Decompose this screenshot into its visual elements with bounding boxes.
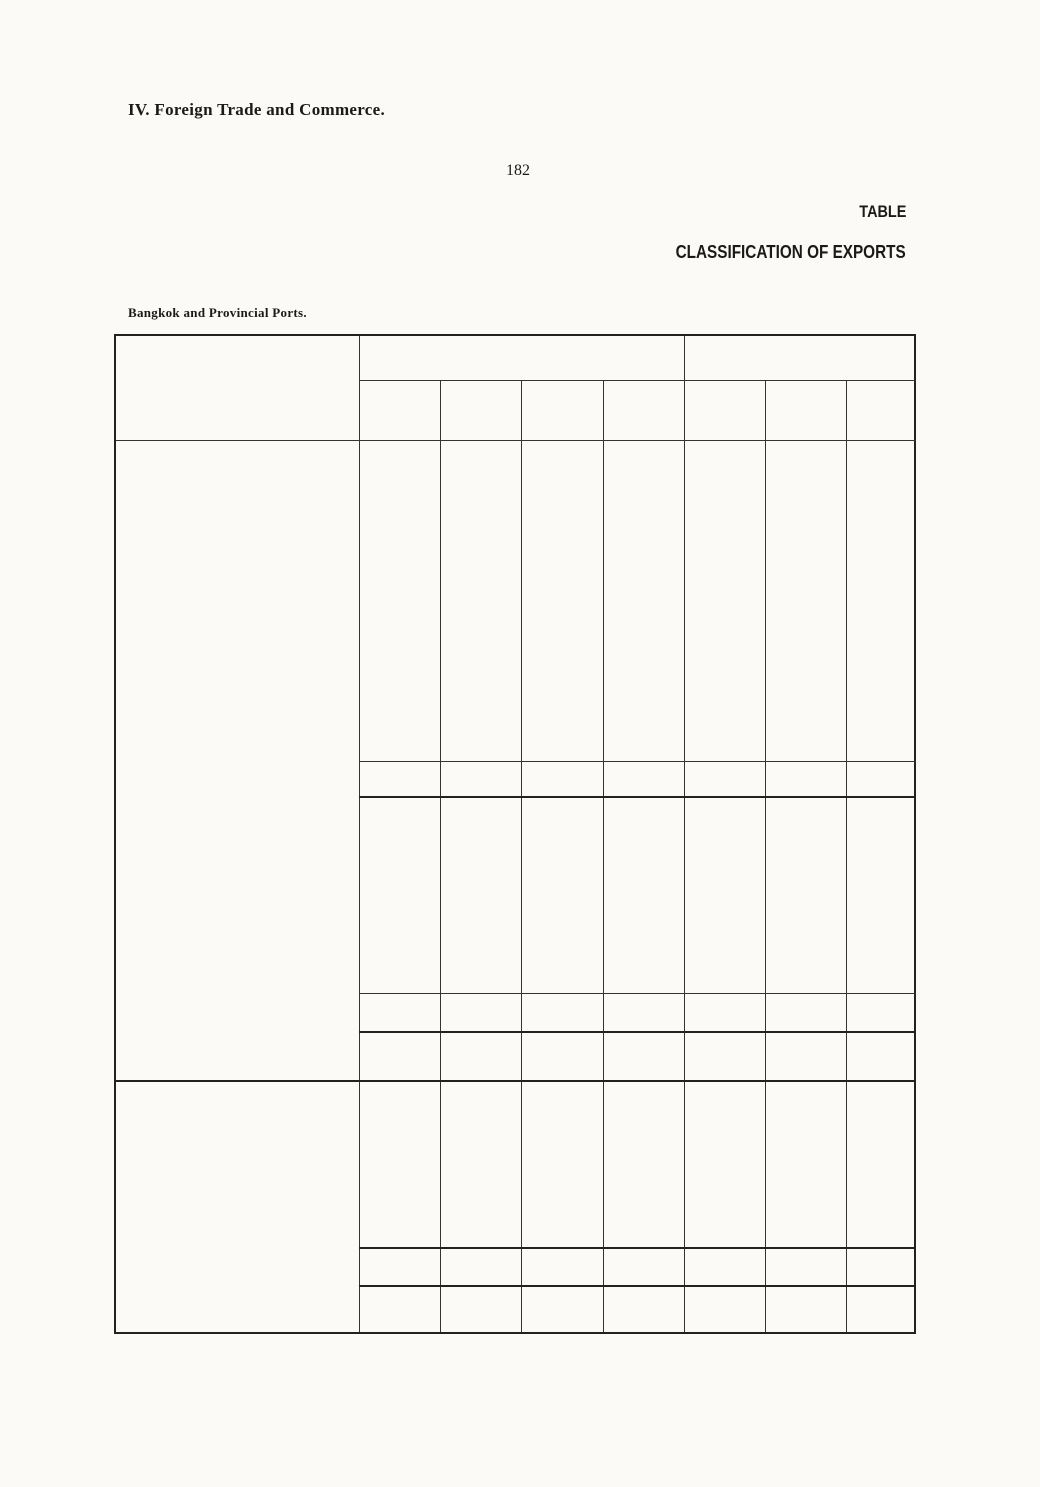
column-rule xyxy=(846,380,847,1332)
subtotal-rule xyxy=(359,993,916,994)
table-title: CLASSIFICATION OF EXPORTS xyxy=(675,242,906,262)
ports-subtitle: Bangkok and Provincial Ports. xyxy=(128,305,307,320)
section-rule xyxy=(359,1285,916,1287)
column-rule xyxy=(603,380,604,1332)
section-rule xyxy=(359,796,916,798)
column-rule xyxy=(684,336,685,1332)
column-rule xyxy=(359,336,360,1332)
section-title: IV. Foreign Trade and Commerce. xyxy=(128,100,386,119)
table-heading: TABLE xyxy=(858,202,906,221)
column-rule xyxy=(765,380,766,1332)
header-bottom-rule xyxy=(116,440,916,441)
page-number: 182 xyxy=(506,162,530,179)
subtotal-rule xyxy=(359,761,916,762)
column-rule xyxy=(440,380,441,1332)
subtotal-rule xyxy=(359,1247,916,1249)
section-rule xyxy=(359,1031,916,1033)
exports-table xyxy=(114,334,916,1334)
header-group-rule xyxy=(359,380,916,381)
section-rule xyxy=(116,1080,916,1082)
column-rule xyxy=(521,380,522,1332)
